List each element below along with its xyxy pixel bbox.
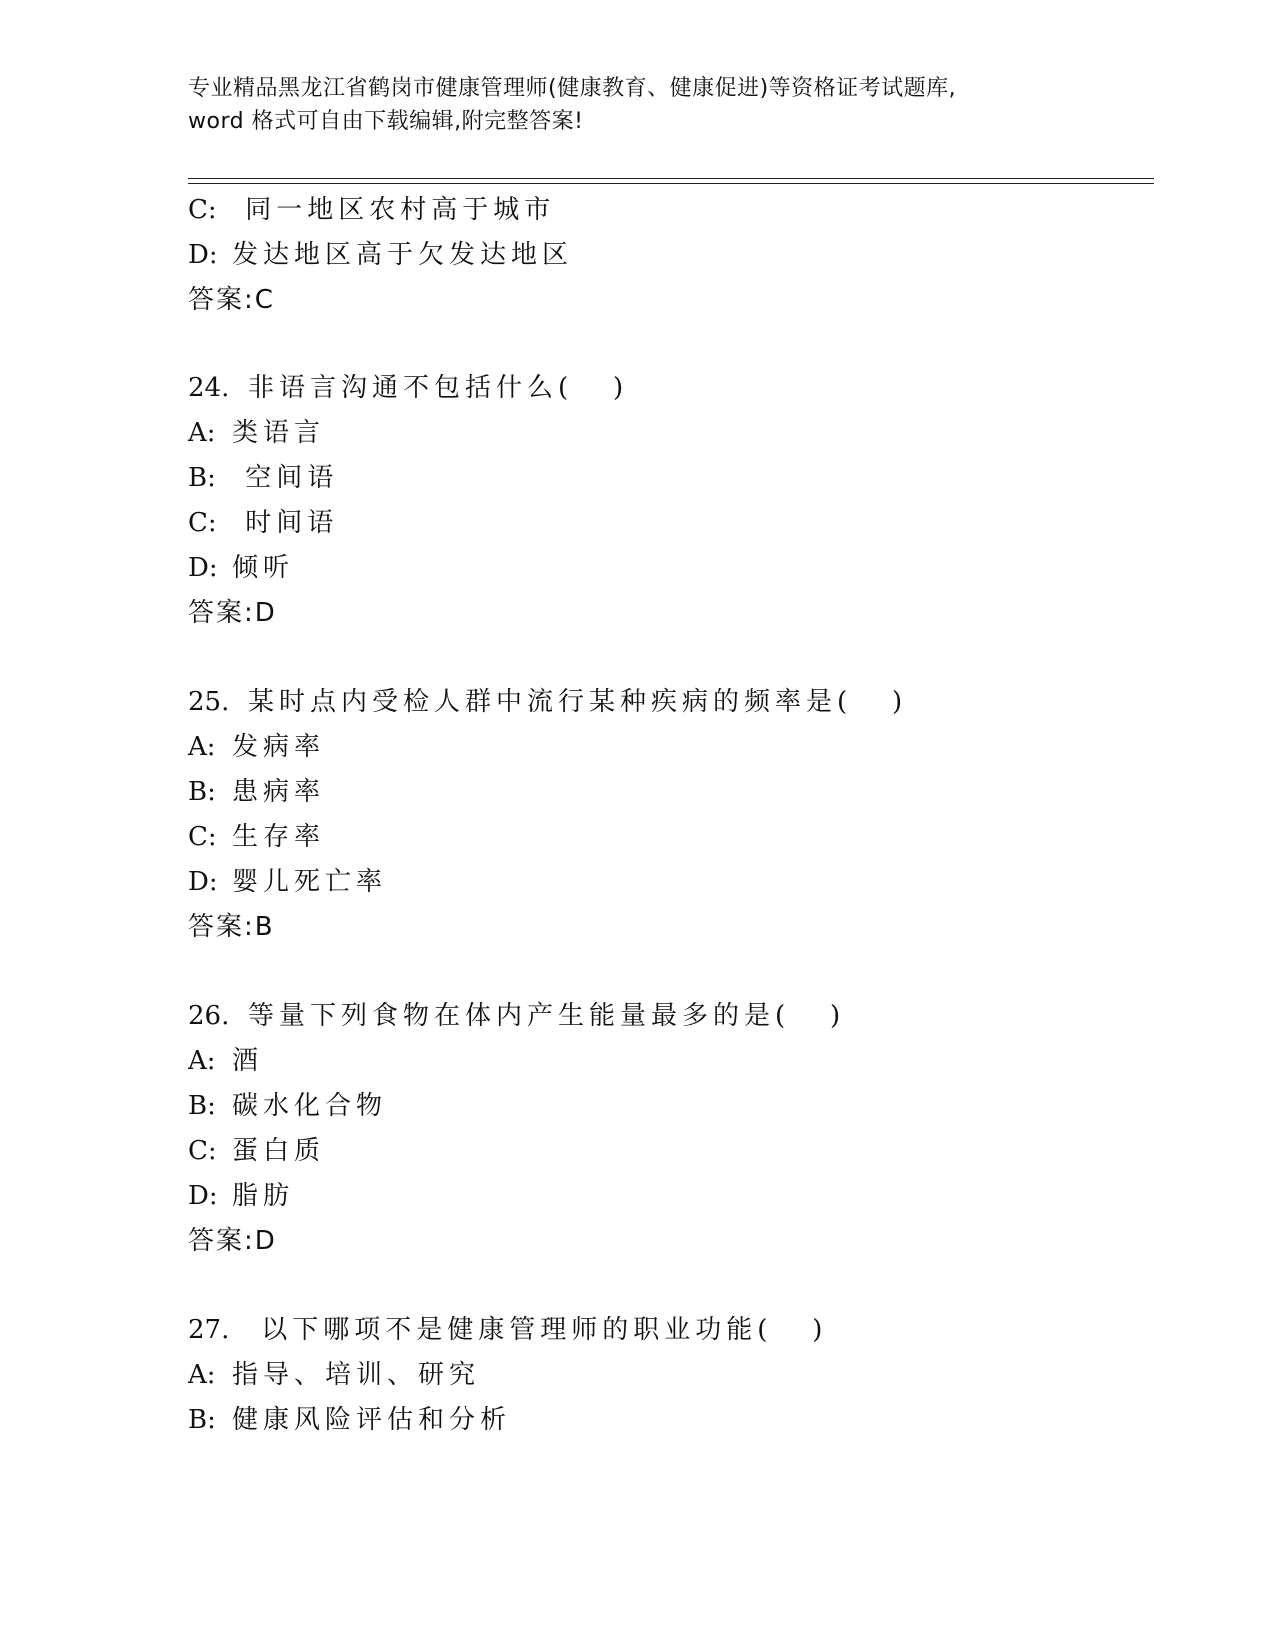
header-line-1: 专业精品黑龙江省鹤岗市健康管理师(健康教育、健康促进)等资格证考试题库, [188, 76, 957, 101]
option-line [188, 1045, 263, 1077]
option-text: 发病率 [232, 732, 326, 762]
question-title [188, 686, 907, 718]
question-text: 非语言沟通不包括什么( ) [248, 373, 629, 403]
option-text: 脂肪 [232, 1181, 295, 1211]
option-line [188, 776, 325, 808]
option-line [188, 239, 573, 271]
option-letter: A: [188, 1360, 216, 1390]
option-line [188, 462, 338, 494]
option-letter: C: [188, 822, 217, 852]
option-letter: C: [188, 508, 217, 538]
option-line [188, 1359, 480, 1391]
option-line [188, 552, 294, 584]
option-line [188, 194, 555, 226]
option-letter: A: [188, 1046, 216, 1076]
header-divider-top [188, 178, 1154, 179]
question-title [188, 1314, 827, 1346]
option-letter: B: [188, 463, 216, 493]
option-letter: D: [188, 553, 218, 583]
question-number: 25. [188, 687, 230, 717]
option-text: 指导、培训、研究 [232, 1360, 481, 1390]
option-text: 空间语 [232, 463, 339, 493]
option-text: 发达地区高于欠发达地区 [232, 240, 574, 270]
question-number: 24. [188, 373, 230, 403]
option-text: 健康风险评估和分析 [232, 1405, 512, 1435]
option-line [188, 1404, 511, 1436]
answer-line: 答案:C [188, 285, 275, 315]
option-line [188, 731, 325, 763]
question-text: 某时点内受检人群中流行某种疾病的频率是( ) [248, 687, 908, 717]
option-letter: B: [188, 1091, 216, 1121]
question-text: 以下哪项不是健康管理师的职业功能( ) [248, 1315, 828, 1345]
option-letter: A: [188, 418, 216, 448]
answer-line: 答案:D [188, 1226, 277, 1256]
option-letter: A: [188, 732, 216, 762]
option-letter: B: [188, 1405, 216, 1435]
option-text: 碳水化合物 [232, 1091, 388, 1121]
document-header [188, 72, 1068, 138]
option-text: 同一地区农村高于城市 [232, 195, 556, 225]
option-text: 酒 [232, 1046, 264, 1076]
header-line-2: word 格式可自由下载编辑,附完整答案! [188, 109, 584, 134]
option-letter: D: [188, 240, 218, 270]
option-text: 婴儿死亡率 [232, 867, 388, 897]
option-text: 倾听 [232, 553, 295, 583]
question-title [188, 372, 628, 404]
option-text: 患病率 [232, 777, 326, 807]
answer-line: 答案:B [188, 912, 275, 942]
question-text: 等量下列食物在体内产生能量最多的是( ) [248, 1001, 846, 1031]
option-text: 生存率 [232, 822, 326, 852]
option-text: 类语言 [232, 418, 326, 448]
option-line [188, 1180, 294, 1212]
option-line [188, 1090, 387, 1122]
option-letter: C: [188, 1136, 217, 1166]
question-title [188, 1000, 845, 1032]
option-letter: D: [188, 1181, 218, 1211]
question-number: 27. [188, 1315, 230, 1345]
header-divider-bottom [188, 183, 1154, 184]
option-text: 蛋白质 [232, 1136, 326, 1166]
option-text: 时间语 [232, 508, 339, 538]
option-line [188, 866, 387, 898]
question-number: 26. [188, 1001, 230, 1031]
option-line [188, 507, 338, 539]
answer-line: 答案:D [188, 598, 277, 628]
option-line [188, 417, 325, 449]
option-line [188, 1135, 325, 1167]
option-letter: D: [188, 867, 218, 897]
option-letter: C: [188, 195, 217, 225]
option-letter: B: [188, 777, 216, 807]
option-line [188, 821, 325, 853]
